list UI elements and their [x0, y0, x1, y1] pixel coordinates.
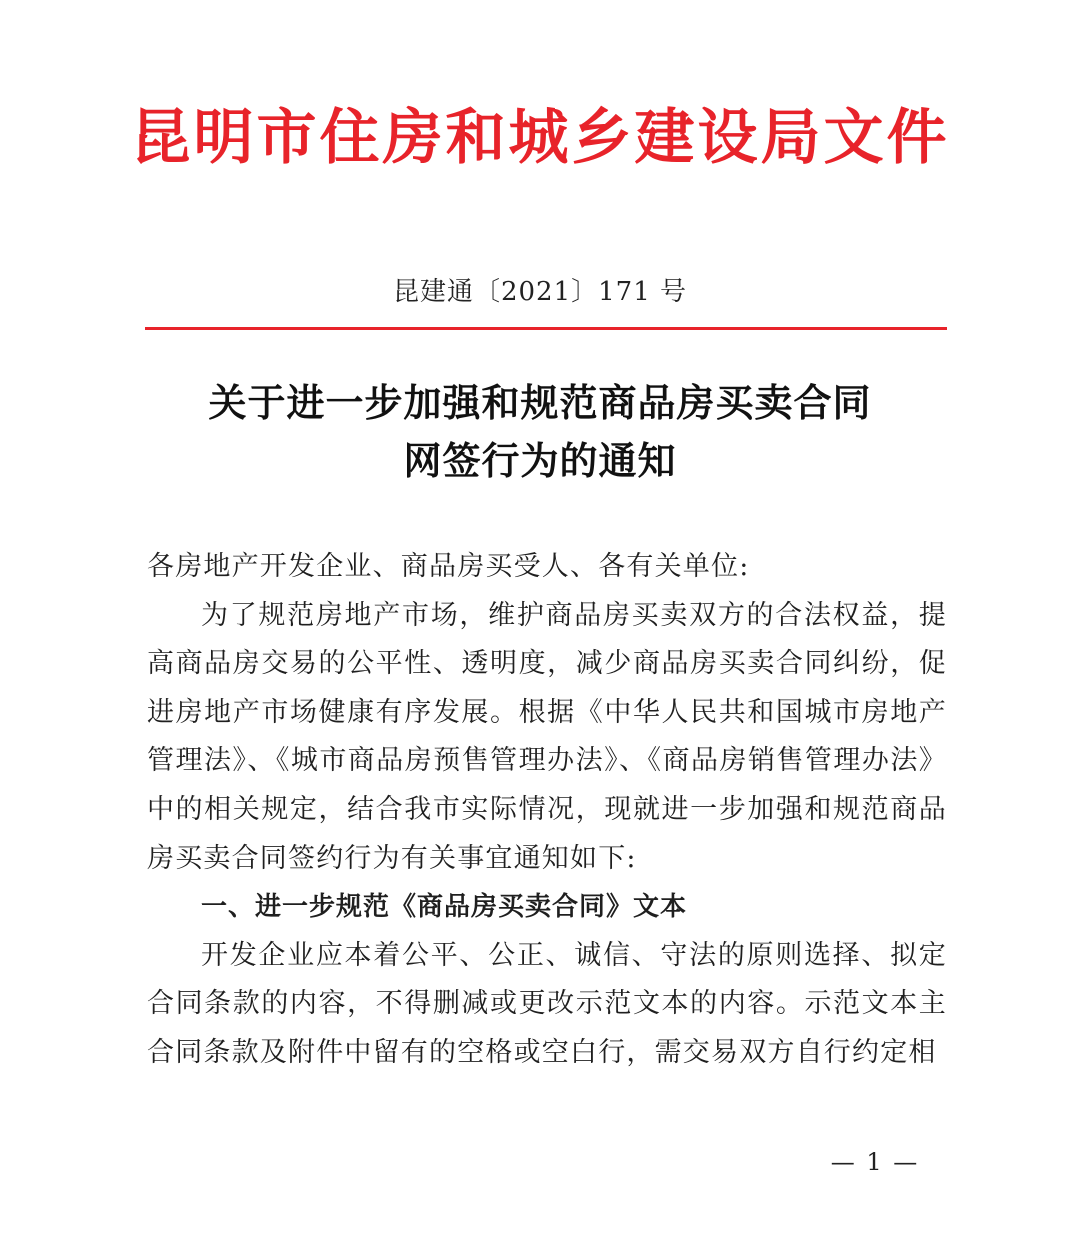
body-paragraph-2: 开发企业应本着公平、公正、诚信、守法的原则选择、拟定合同条款的内容，不得删减或更改示范文本的内容。示范文本主合同条款及附件中留有的空格或空白行，需交易双方自行约定相	[147, 939, 947, 1068]
page-number: — 1 —	[830, 1148, 920, 1176]
section-heading-1: 一、进一步规范《商品房买卖合同》文本	[201, 892, 688, 923]
document-number: 昆建通〔2021〕171 号	[392, 277, 688, 307]
document-title	[0, 374, 1080, 490]
salutation: 各房地产开发企业、商品房买受人、各有关单位:	[147, 551, 750, 582]
red-divider-line	[145, 327, 947, 330]
issuer-header: 昆明市住房和城乡建设局文件	[130, 103, 950, 173]
title-line-2: 网签行为的通知	[403, 438, 677, 483]
document-body	[147, 543, 947, 1078]
body-paragraph-1: 为了规范房地产市场，维护商品房买卖双方的合法权益，提高商品房交易的公平性、透明度，减少商品房买卖合同纠纷，促进房地产市场健康有序发展。根据《中华人民共和国城市房地产管理法》、《城市商品房预售管理办法》、《商品房销售管理办法》中的相关规定，结合我市实际情况，现就进一步加强和规范商品房买卖合同签约行为有关事宜通知如下:	[147, 599, 947, 874]
title-line-1: 关于进一步加强和规范商品房买卖合同	[208, 380, 872, 425]
